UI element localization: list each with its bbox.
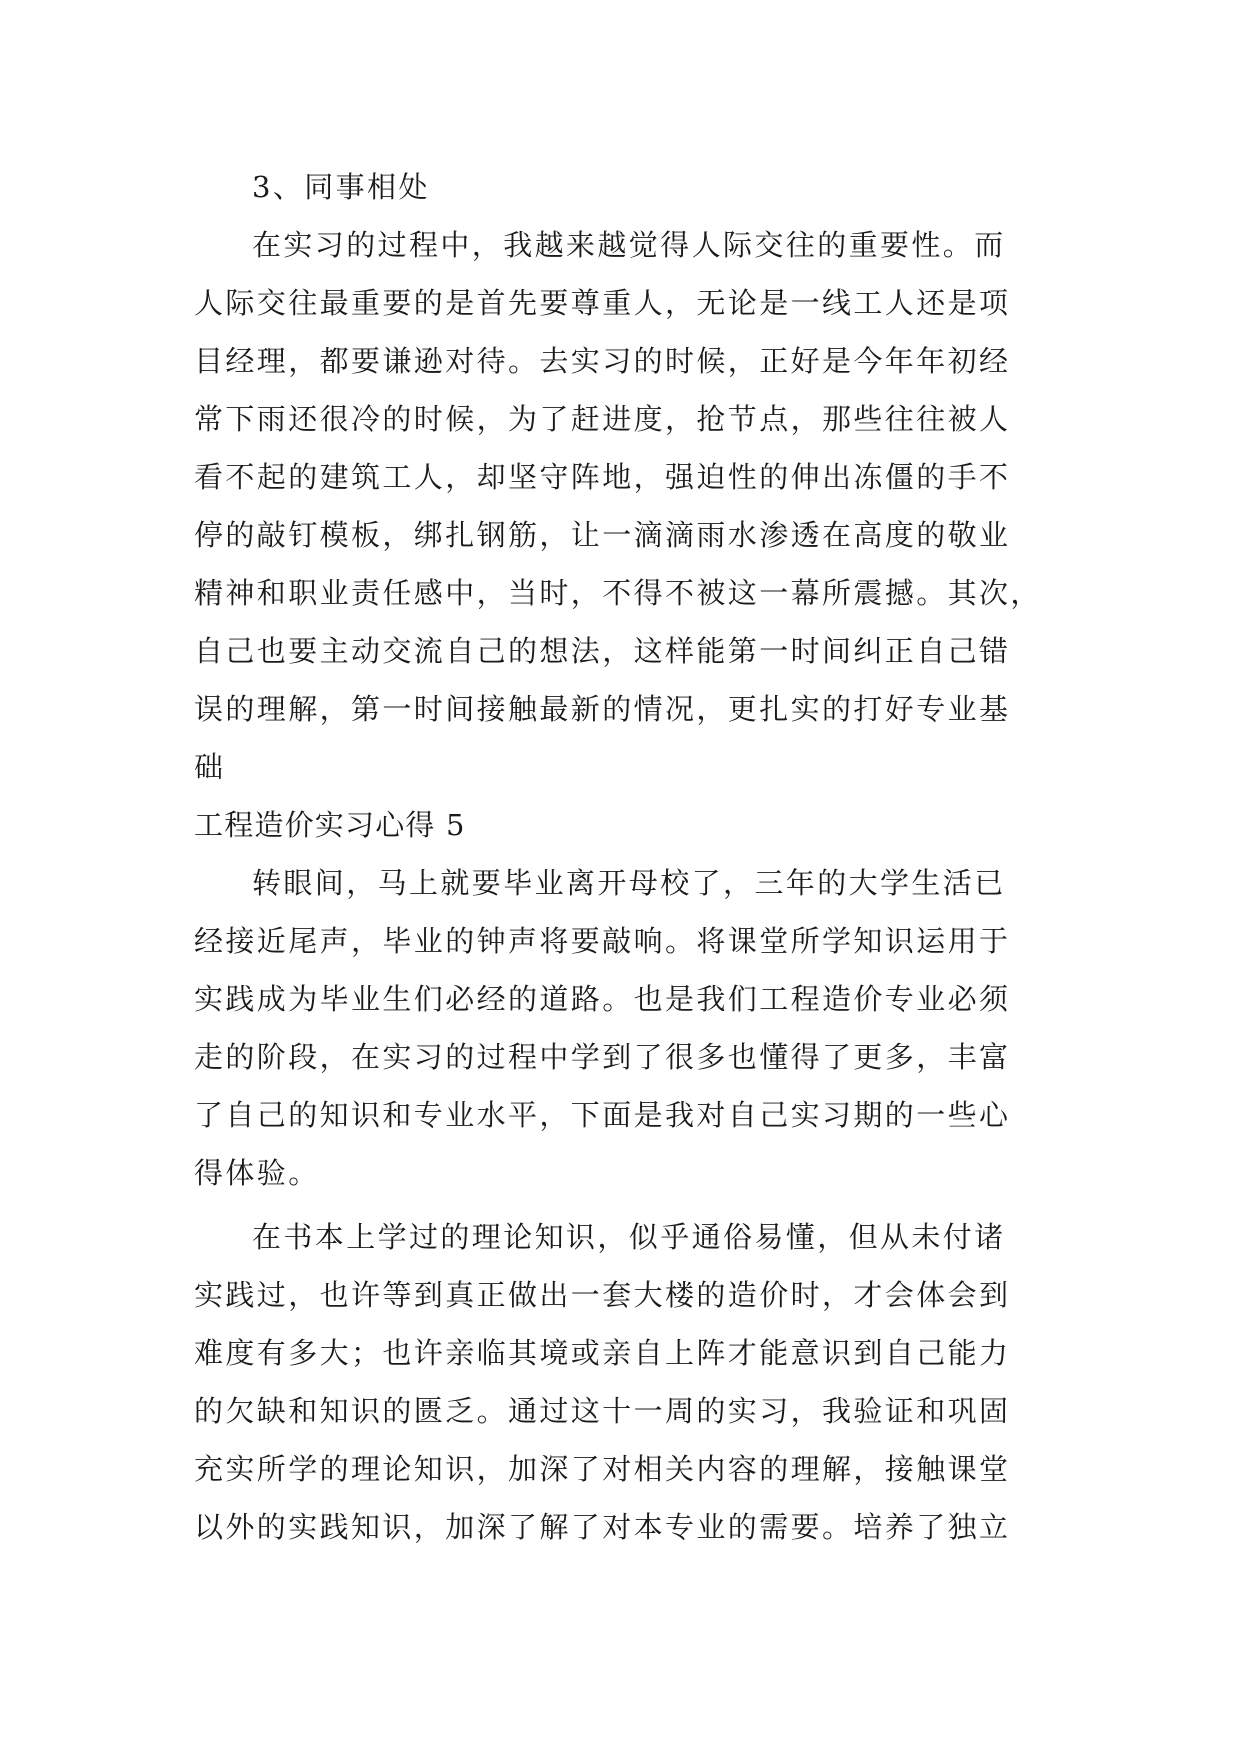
paragraph-line: 实践成为毕业生们必经的道路。也是我们工程造价专业必须 — [194, 982, 1011, 1016]
paragraph-line: 自己也要主动交流自己的想法，这样能第一时间纠正自己错 — [194, 634, 1011, 668]
paragraph-line: 以外的实践知识，加深了解了对本专业的需要。培养了独立 — [194, 1510, 1011, 1544]
paragraph-line: 人际交往最重要的是首先要尊重人，无论是一线工人还是项 — [194, 286, 1011, 320]
paragraph-line: 目经理，都要谦逊对待。去实习的时候，正好是今年年初经 — [194, 344, 1011, 378]
paragraph-theory-practice — [194, 1208, 1064, 1556]
paragraph-graduation — [194, 854, 1064, 1202]
paragraph-line: 的欠缺和知识的匮乏。通过这十一周的实习，我验证和巩固 — [194, 1394, 1011, 1428]
paragraph-line: 误的理解，第一时间接触最新的情况，更扎实的打好专业基 — [194, 692, 1011, 726]
paragraph-line: 了自己的知识和专业水平，下面是我对自己实习期的一些心 — [194, 1098, 1011, 1132]
subheading-colleague-relations: 3、同事相处 — [252, 170, 430, 204]
paragraph-line: 看不起的建筑工人，却坚守阵地，强迫性的伸出冻僵的手不 — [194, 460, 1011, 494]
paragraph-line: 础 — [194, 750, 226, 784]
document-page — [194, 158, 1064, 1556]
paragraph-line: 难度有多大；也许亲临其境或亲自上阵才能意识到自己能力 — [194, 1336, 1011, 1370]
paragraph-line: 经接近尾声，毕业的钟声将要敲响。将课堂所学知识运用于 — [194, 924, 1011, 958]
paragraph-line: 实践过，也许等到真正做出一套大楼的造价时，才会体会到 — [194, 1278, 1011, 1312]
section-heading-experience-5: 工程造价实习心得 5 — [194, 808, 466, 842]
paragraph-interpersonal — [194, 216, 1064, 796]
paragraph-line: 在实习的过程中，我越来越觉得人际交往的重要性。而 — [252, 228, 1006, 262]
paragraph-line: 常下雨还很冷的时候，为了赶进度，抢节点，那些往往被人 — [194, 402, 1011, 436]
paragraph-line: 充实所学的理论知识，加深了对相关内容的理解，接触课堂 — [194, 1452, 1011, 1486]
paragraph-line: 停的敲钉模板，绑扎钢筋，让一滴滴雨水渗透在高度的敬业 — [194, 518, 1011, 552]
paragraph-line: 转眼间，马上就要毕业离开母校了，三年的大学生活已 — [252, 866, 1006, 900]
paragraph-line: 得体验。 — [194, 1156, 320, 1190]
paragraph-line: 走的阶段，在实习的过程中学到了很多也懂得了更多，丰富 — [194, 1040, 1011, 1074]
paragraph-line: 在书本上学过的理论知识，似乎通俗易懂，但从未付诸 — [252, 1220, 1006, 1254]
paragraph-line: 精神和职业责任感中，当时，不得不被这一幕所震撼。其次， — [194, 576, 1042, 610]
